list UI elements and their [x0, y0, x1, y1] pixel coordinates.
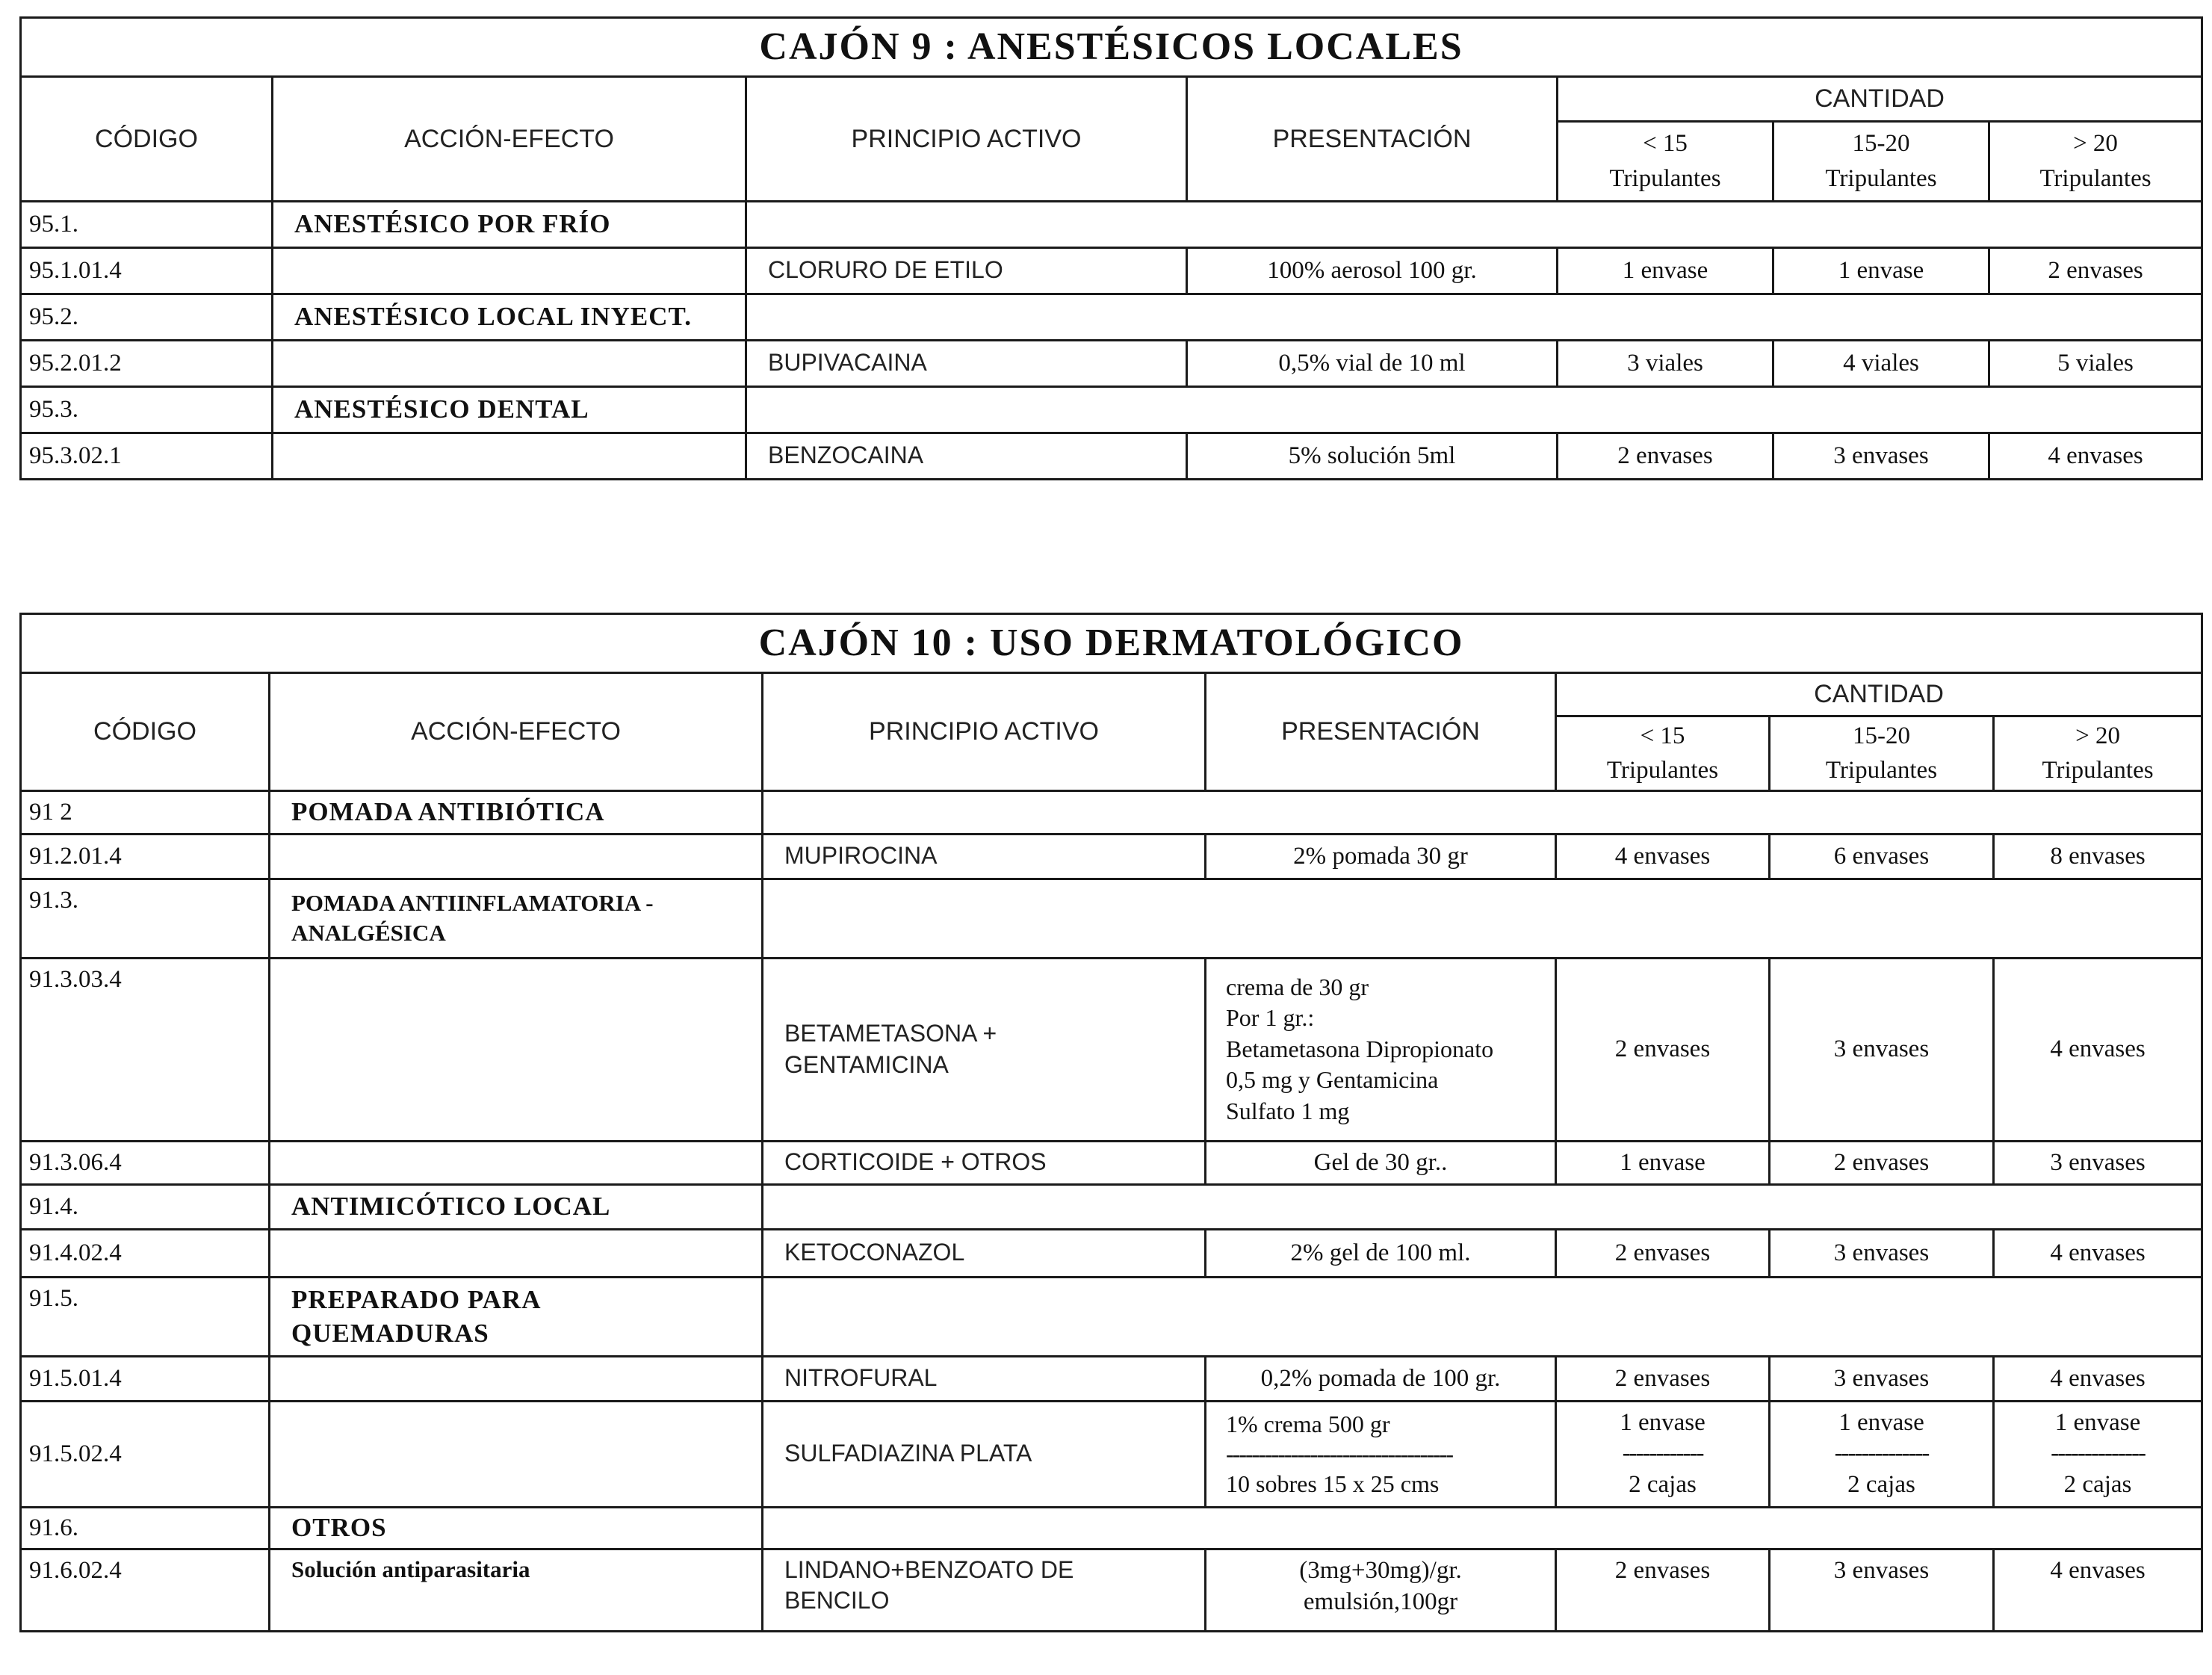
- accion-cell: ANESTÉSICO LOCAL INYECT.: [273, 294, 746, 340]
- principio-cell: BUPIVACAINA: [746, 340, 1187, 386]
- empty-cell: [746, 386, 2202, 433]
- table-row: [21, 340, 2202, 386]
- qty-lt15-cell: 1 envase ------------ 2 cajas: [1556, 1401, 1770, 1507]
- codigo-cell: 91.6.02.4: [21, 1549, 270, 1631]
- qty-gt20-cell: 1 envase -------------- 2 cajas: [1994, 1401, 2202, 1507]
- table-row: [21, 386, 2202, 433]
- codigo-cell: 91.5.: [21, 1277, 270, 1356]
- principio-cell: NITROFURAL: [763, 1356, 1206, 1401]
- principio-cell: BENZOCAINA: [746, 433, 1187, 479]
- principio-cell: BETAMETASONA + GENTAMICINA: [763, 958, 1206, 1141]
- qty-gt20-cell: 4 envases: [1994, 958, 2202, 1141]
- codigo-cell: 91.4.02.4: [21, 1229, 270, 1277]
- principio-cell: SULFADIAZINA PLATA: [763, 1401, 1206, 1507]
- accion-cell: [270, 834, 763, 879]
- presentacion-cell: (3mg+30mg)/gr. emulsión,100gr: [1206, 1549, 1556, 1631]
- empty-cell: [763, 1184, 2202, 1229]
- accion-cell: ANESTÉSICO DENTAL: [273, 386, 746, 433]
- principio-cell: LINDANO+BENZOATO DE BENCILO: [763, 1549, 1206, 1631]
- cajon-9-title: CAJÓN 9 : ANESTÉSICOS LOCALES: [21, 18, 2202, 77]
- qty-gt20-cell: 2 envases: [1989, 247, 2202, 294]
- presentacion-cell: 1% crema 500 gr ----------------------------------- 10 sobres 15 x 25 cms: [1206, 1401, 1556, 1507]
- header-codigo: CÓDIGO: [21, 76, 273, 201]
- accion-cell: Solución antiparasitaria: [270, 1549, 763, 1631]
- qty-15-20-cell: 3 envases: [1770, 1356, 1994, 1401]
- table-row: [21, 1277, 2202, 1356]
- empty-cell: [763, 1277, 2202, 1356]
- qty-15-20-cell: 3 envases: [1770, 1549, 1994, 1631]
- qty-15-20-cell: 3 envases: [1770, 1229, 1994, 1277]
- qty-15-20-cell: 3 envases: [1770, 958, 1994, 1141]
- qty-lt15-cell: 2 envases: [1556, 958, 1770, 1141]
- table-row: [21, 1549, 2202, 1631]
- header-qty-lt15: < 15 Tripulantes: [1558, 121, 1773, 201]
- qty-gt20-cell: 5 viales: [1989, 340, 2202, 386]
- codigo-cell: 95.2.: [21, 294, 273, 340]
- header-accion-efecto: ACCIÓN-EFECTO: [270, 672, 763, 790]
- qty-lt15-cell: 1 envase: [1556, 1141, 1770, 1184]
- qty-15-20-cell: 1 envase: [1773, 247, 1989, 294]
- table-row: [21, 834, 2202, 879]
- header-presentacion: PRESENTACIÓN: [1206, 672, 1556, 790]
- qty-gt20-cell: 4 envases: [1994, 1549, 2202, 1631]
- qty-lt15-cell: 3 viales: [1558, 340, 1773, 386]
- presentacion-cell: 0,5% vial de 10 ml: [1187, 340, 1558, 386]
- qty-gt20-cell: 8 envases: [1994, 834, 2202, 879]
- table-row: [21, 201, 2202, 247]
- qty-lt15-cell: 4 envases: [1556, 834, 1770, 879]
- header-qty-15-20: 15-20 Tripulantes: [1773, 121, 1989, 201]
- qty-lt15-cell: 2 envases: [1558, 433, 1773, 479]
- presentacion-cell: Gel de 30 gr..: [1206, 1141, 1556, 1184]
- empty-cell: [746, 201, 2202, 247]
- cajon-10-title: CAJÓN 10 : USO DERMATOLÓGICO: [21, 614, 2202, 673]
- presentacion-cell: 100% aerosol 100 gr.: [1187, 247, 1558, 294]
- qty-15-20-cell: 2 envases: [1770, 1141, 1994, 1184]
- accion-cell: [270, 958, 763, 1141]
- qty-15-20-cell: 3 envases: [1773, 433, 1989, 479]
- qty-lt15-cell: 2 envases: [1556, 1356, 1770, 1401]
- codigo-cell: 91.6.: [21, 1507, 270, 1549]
- table-row: [21, 1507, 2202, 1549]
- header-cantidad: CANTIDAD: [1556, 672, 2202, 716]
- table-row: [21, 879, 2202, 958]
- codigo-cell: 95.3.: [21, 386, 273, 433]
- accion-cell: ANESTÉSICO POR FRÍO: [273, 201, 746, 247]
- codigo-cell: 91.3.06.4: [21, 1141, 270, 1184]
- codigo-cell: 95.3.02.1: [21, 433, 273, 479]
- accion-cell: POMADA ANTIINFLAMATORIA - ANALGÉSICA: [270, 879, 763, 958]
- accion-cell: [270, 1229, 763, 1277]
- header-qty-gt20: > 20 Tripulantes: [1994, 716, 2202, 790]
- table-row: [21, 1401, 2202, 1507]
- codigo-cell: 91.5.02.4: [21, 1401, 270, 1507]
- empty-cell: [763, 790, 2202, 834]
- codigo-cell: 95.1.: [21, 201, 273, 247]
- empty-cell: [746, 294, 2202, 340]
- codigo-cell: 95.1.01.4: [21, 247, 273, 294]
- header-codigo: CÓDIGO: [21, 672, 270, 790]
- accion-cell: [273, 247, 746, 294]
- accion-cell: ANTIMICÓTICO LOCAL: [270, 1184, 763, 1229]
- table-row: [21, 790, 2202, 834]
- accion-cell: PREPARADO PARA QUEMADURAS: [270, 1277, 763, 1356]
- accion-cell: [270, 1356, 763, 1401]
- codigo-cell: 91 2: [21, 790, 270, 834]
- presentacion-cell: 0,2% pomada de 100 gr.: [1206, 1356, 1556, 1401]
- cajon-9-table: [19, 16, 2203, 480]
- qty-lt15-cell: 2 envases: [1556, 1229, 1770, 1277]
- qty-gt20-cell: 4 envases: [1994, 1356, 2202, 1401]
- qty-15-20-cell: 1 envase -------------- 2 cajas: [1770, 1401, 1994, 1507]
- table-row: [21, 247, 2202, 294]
- table-row: [21, 433, 2202, 479]
- codigo-cell: 91.5.01.4: [21, 1356, 270, 1401]
- table-row: [21, 1356, 2202, 1401]
- qty-lt15-cell: 2 envases: [1556, 1549, 1770, 1631]
- header-qty-gt20: > 20 Tripulantes: [1989, 121, 2202, 201]
- presentacion-cell: 2% pomada 30 gr: [1206, 834, 1556, 879]
- qty-gt20-cell: 4 envases: [1994, 1229, 2202, 1277]
- presentacion-cell: 5% solución 5ml: [1187, 433, 1558, 479]
- table-row: [21, 1141, 2202, 1184]
- principio-cell: KETOCONAZOL: [763, 1229, 1206, 1277]
- accion-cell: POMADA ANTIBIÓTICA: [270, 790, 763, 834]
- codigo-cell: 91.2.01.4: [21, 834, 270, 879]
- qty-lt15-cell: 1 envase: [1558, 247, 1773, 294]
- header-accion-efecto: ACCIÓN-EFECTO: [273, 76, 746, 201]
- codigo-cell: 91.4.: [21, 1184, 270, 1229]
- principio-cell: CORTICOIDE + OTROS: [763, 1141, 1206, 1184]
- qty-gt20-cell: 3 envases: [1994, 1141, 2202, 1184]
- accion-cell: [270, 1141, 763, 1184]
- qty-15-20-cell: 6 envases: [1770, 834, 1994, 879]
- qty-15-20-cell: 4 viales: [1773, 340, 1989, 386]
- table-row: [21, 958, 2202, 1141]
- header-qty-15-20: 15-20 Tripulantes: [1770, 716, 1994, 790]
- header-presentacion: PRESENTACIÓN: [1187, 76, 1558, 201]
- codigo-cell: 95.2.01.2: [21, 340, 273, 386]
- table-row: [21, 294, 2202, 340]
- cajon-10-table: [19, 613, 2203, 1632]
- header-cantidad: CANTIDAD: [1558, 76, 2202, 121]
- header-qty-lt15: < 15 Tripulantes: [1556, 716, 1770, 790]
- empty-cell: [763, 1507, 2202, 1549]
- accion-cell: [270, 1401, 763, 1507]
- qty-gt20-cell: 4 envases: [1989, 433, 2202, 479]
- codigo-cell: 91.3.: [21, 879, 270, 958]
- table-row: [21, 1184, 2202, 1229]
- header-principio-activo: PRINCIPIO ACTIVO: [763, 672, 1206, 790]
- codigo-cell: 91.3.03.4: [21, 958, 270, 1141]
- header-principio-activo: PRINCIPIO ACTIVO: [746, 76, 1187, 201]
- principio-cell: CLORURO DE ETILO: [746, 247, 1187, 294]
- accion-cell: [273, 433, 746, 479]
- table-row: [21, 1229, 2202, 1277]
- accion-cell: [273, 340, 746, 386]
- presentacion-cell: crema de 30 gr Por 1 gr.: Betametasona Dipropionato 0,5 mg y Gentamicina Sulfato 1 mg: [1206, 958, 1556, 1141]
- presentacion-cell: 2% gel de 100 ml.: [1206, 1229, 1556, 1277]
- accion-cell: OTROS: [270, 1507, 763, 1549]
- empty-cell: [763, 879, 2202, 958]
- principio-cell: MUPIROCINA: [763, 834, 1206, 879]
